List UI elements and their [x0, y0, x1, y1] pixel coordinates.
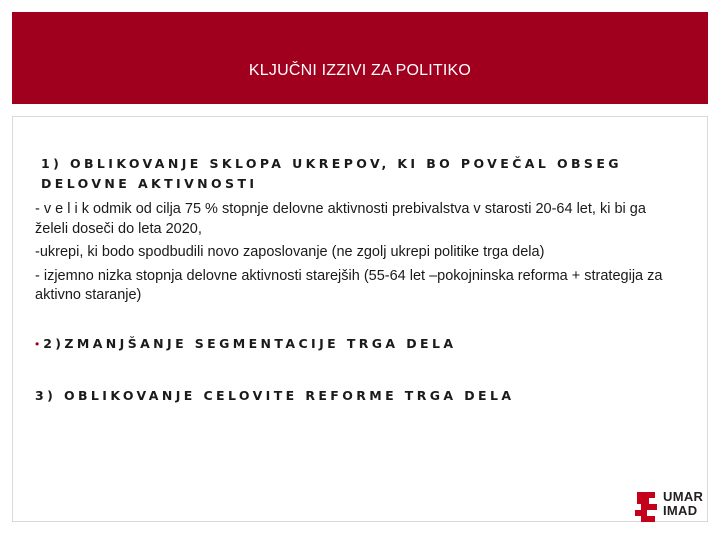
- paragraph-1: - v e l i k odmik od cilja 75 % stopnje delovne aktivnosti prebivalstva v starosti 20-64 let, ki bi ga želeli doseči do leta 2020,: [35, 201, 646, 237]
- heading-2: 2)ZMANJŠANJE SEGMENTACIJE TRGA DELA: [43, 335, 457, 351]
- logo-mark-icon: [633, 490, 661, 524]
- title-banner: [12, 12, 708, 104]
- slide-title: KLJUČNI IZZIVI ZA POLITIKO: [248, 62, 472, 79]
- logo-text: [663, 490, 703, 518]
- bullet-icon: •: [35, 336, 40, 351]
- paragraph-2: -ukrepi, ki bodo spodbudili novo zaposlovanje (ne zgolj ukrepi politike trga dela): [35, 244, 545, 260]
- content-body: [35, 154, 680, 406]
- logo-line-1: UMAR: [663, 489, 704, 504]
- logo-line-2: IMAD: [663, 503, 698, 518]
- paragraph-3: - izjemno nizka stopnja delovne aktivnosti starejših (55-64 let –pokojninska reforma + strategija za aktivno staranje): [35, 267, 663, 303]
- bullet-item-2: [35, 334, 680, 354]
- heading-3: 3) OBLIKOVANJE CELOVITE REFORME TRGA DELA: [35, 387, 515, 403]
- heading-1: 1) OBLIKOVANJE SKLOPA UKREPOV, KI BO POVEČAL OBSEG DELOVNE AKTIVNOSTI: [41, 156, 622, 191]
- umar-imad-logo: [633, 490, 709, 524]
